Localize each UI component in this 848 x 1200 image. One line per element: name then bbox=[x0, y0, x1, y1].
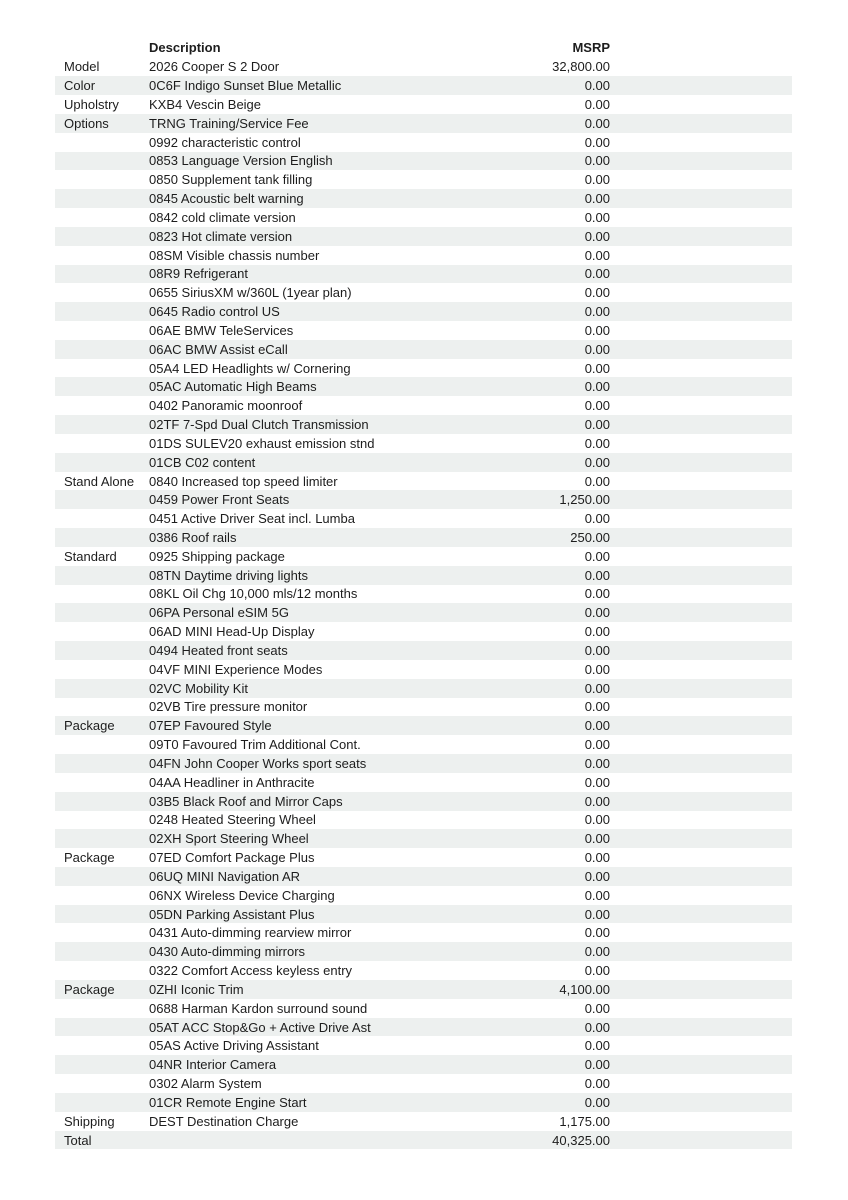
msrp-cell: 0.00 bbox=[584, 134, 610, 150]
description-cell: 01CR Remote Engine Start bbox=[149, 1094, 307, 1110]
msrp-cell: 0.00 bbox=[584, 831, 610, 847]
description-cell: 0925 Shipping package bbox=[149, 548, 285, 564]
msrp-cell: 0.00 bbox=[584, 605, 610, 621]
msrp-cell: 0.00 bbox=[584, 115, 610, 131]
msrp-cell: 0.00 bbox=[584, 793, 610, 809]
msrp-cell: 32,800.00 bbox=[552, 59, 610, 75]
description-cell: 04AA Headliner in Anthracite bbox=[149, 774, 315, 790]
msrp-cell: 0.00 bbox=[584, 153, 610, 169]
table-row bbox=[55, 57, 792, 76]
table-row bbox=[55, 1131, 792, 1150]
msrp-cell: 0.00 bbox=[584, 379, 610, 395]
msrp-cell: 0.00 bbox=[584, 454, 610, 470]
description-cell: 0322 Comfort Access keyless entry bbox=[149, 963, 353, 979]
table-row bbox=[55, 754, 792, 773]
description-cell: 0645 Radio control US bbox=[149, 304, 280, 320]
msrp-cell: 0.00 bbox=[584, 1038, 610, 1054]
table-row bbox=[55, 415, 792, 434]
description-cell: 0850 Supplement tank filling bbox=[149, 172, 313, 188]
description-cell: 0823 Hot climate version bbox=[149, 228, 293, 244]
msrp-cell: 0.00 bbox=[584, 511, 610, 527]
description-cell: 06PA Personal eSIM 5G bbox=[149, 605, 289, 621]
table-row bbox=[55, 189, 792, 208]
msrp-cell: 0.00 bbox=[584, 1019, 610, 1035]
description-cell: 0992 characteristic control bbox=[149, 134, 301, 150]
description-cell: 05AT ACC Stop&Go + Active Drive Ast bbox=[149, 1019, 371, 1035]
description-cell: 09T0 Favoured Trim Additional Cont. bbox=[149, 737, 361, 753]
description-cell: TRNG Training/Service Fee bbox=[149, 115, 309, 131]
description-cell: 0ZHI Iconic Trim bbox=[149, 981, 244, 997]
msrp-cell: 0.00 bbox=[584, 887, 610, 903]
table-row bbox=[55, 886, 792, 905]
description-cell: 0248 Heated Steering Wheel bbox=[149, 812, 316, 828]
msrp-cell: 0.00 bbox=[584, 718, 610, 734]
description-column-header: Description bbox=[149, 40, 221, 56]
table-row bbox=[55, 509, 792, 528]
msrp-cell: 0.00 bbox=[584, 944, 610, 960]
table-row bbox=[55, 377, 792, 396]
description-cell: 0494 Heated front seats bbox=[149, 642, 288, 658]
description-cell: 0431 Auto-dimming rearview mirror bbox=[149, 925, 352, 941]
description-cell: 05AS Active Driving Assistant bbox=[149, 1038, 319, 1054]
description-cell: 0840 Increased top speed limiter bbox=[149, 473, 338, 489]
msrp-cell: 0.00 bbox=[584, 812, 610, 828]
table-row bbox=[55, 434, 792, 453]
description-cell: 0430 Auto-dimming mirrors bbox=[149, 944, 306, 960]
table-row bbox=[55, 829, 792, 848]
description-cell: 02VB Tire pressure monitor bbox=[149, 699, 308, 715]
table-row bbox=[55, 622, 792, 641]
description-cell: 04VF MINI Experience Modes bbox=[149, 661, 323, 677]
category-cell: Package bbox=[64, 850, 115, 866]
category-cell: Total bbox=[64, 1132, 92, 1148]
msrp-cell: 0.00 bbox=[584, 963, 610, 979]
description-cell: 06AD MINI Head-Up Display bbox=[149, 624, 315, 640]
msrp-cell: 1,250.00 bbox=[559, 492, 610, 508]
table-row bbox=[55, 867, 792, 886]
description-cell: 0302 Alarm System bbox=[149, 1076, 262, 1092]
description-cell: 03B5 Black Roof and Mirror Caps bbox=[149, 793, 343, 809]
msrp-cell: 0.00 bbox=[584, 209, 610, 225]
table-row bbox=[55, 603, 792, 622]
description-cell: 02VC Mobility Kit bbox=[149, 680, 248, 696]
table-row bbox=[55, 942, 792, 961]
category-cell: Color bbox=[64, 78, 96, 94]
description-cell: 06UQ MINI Navigation AR bbox=[149, 868, 301, 884]
table-row bbox=[55, 265, 792, 284]
table-row bbox=[55, 152, 792, 171]
category-cell: Standard bbox=[64, 548, 117, 564]
msrp-cell: 1,175.00 bbox=[559, 1113, 610, 1129]
msrp-cell: 0.00 bbox=[584, 473, 610, 489]
description-cell: 07ED Comfort Package Plus bbox=[149, 850, 315, 866]
table-row bbox=[55, 566, 792, 585]
msrp-cell: 0.00 bbox=[584, 247, 610, 263]
table-row bbox=[55, 1074, 792, 1093]
table-row bbox=[55, 716, 792, 735]
table-row bbox=[55, 227, 792, 246]
table-row bbox=[55, 133, 792, 152]
msrp-cell: 0.00 bbox=[584, 567, 610, 583]
table-row bbox=[55, 848, 792, 867]
description-cell: 0451 Active Driver Seat incl. Lumba bbox=[149, 511, 355, 527]
msrp-cell: 0.00 bbox=[584, 1094, 610, 1110]
msrp-cell: 0.00 bbox=[584, 755, 610, 771]
description-cell: 01CB C02 content bbox=[149, 454, 256, 470]
table-row bbox=[55, 905, 792, 924]
description-cell: 0842 cold climate version bbox=[149, 209, 296, 225]
msrp-cell: 0.00 bbox=[584, 774, 610, 790]
description-cell: 0386 Roof rails bbox=[149, 530, 237, 545]
description-cell: 05DN Parking Assistant Plus bbox=[149, 906, 315, 922]
msrp-cell: 0.00 bbox=[584, 78, 610, 94]
table-row bbox=[55, 396, 792, 415]
msrp-cell: 0.00 bbox=[584, 642, 610, 658]
msrp-cell: 0.00 bbox=[584, 661, 610, 677]
msrp-cell: 0.00 bbox=[584, 96, 610, 112]
table-row bbox=[55, 170, 792, 189]
table-row bbox=[55, 641, 792, 660]
table-row bbox=[55, 980, 792, 999]
table-row bbox=[55, 114, 792, 133]
table-row bbox=[55, 660, 792, 679]
msrp-cell: 0.00 bbox=[584, 1057, 610, 1073]
description-cell: 08TN Daytime driving lights bbox=[149, 567, 308, 583]
msrp-cell: 0.00 bbox=[584, 680, 610, 696]
table-row bbox=[55, 1036, 792, 1055]
msrp-cell: 0.00 bbox=[584, 1076, 610, 1092]
msrp-cell: 0.00 bbox=[584, 285, 610, 301]
description-cell: 08KL Oil Chg 10,000 mls/12 months bbox=[149, 586, 358, 602]
table-row bbox=[55, 76, 792, 95]
vehicle-pricing-sheet bbox=[55, 38, 792, 1149]
msrp-cell: 0.00 bbox=[584, 304, 610, 320]
table-row bbox=[55, 923, 792, 942]
msrp-cell: 0.00 bbox=[584, 1000, 610, 1016]
description-cell: 07EP Favoured Style bbox=[149, 718, 272, 734]
table-row bbox=[55, 95, 792, 114]
description-cell: 0402 Panoramic moonroof bbox=[149, 398, 303, 414]
msrp-cell: 0.00 bbox=[584, 737, 610, 753]
table-row bbox=[55, 208, 792, 227]
table-row bbox=[55, 792, 792, 811]
description-cell: 05AC Automatic High Beams bbox=[149, 379, 317, 395]
table-row bbox=[55, 283, 792, 302]
table-row bbox=[55, 472, 792, 491]
msrp-cell: 0.00 bbox=[584, 699, 610, 715]
table-row bbox=[55, 698, 792, 717]
description-cell: 05A4 LED Headlights w/ Cornering bbox=[149, 360, 351, 376]
table-row bbox=[55, 999, 792, 1018]
table-row bbox=[55, 1093, 792, 1112]
msrp-cell: 0.00 bbox=[584, 868, 610, 884]
msrp-cell: 0.00 bbox=[584, 266, 610, 282]
category-cell: Options bbox=[64, 115, 109, 131]
category-cell: Package bbox=[64, 718, 115, 734]
table-row bbox=[55, 811, 792, 830]
category-cell: Package bbox=[64, 981, 115, 997]
msrp-cell: 0.00 bbox=[584, 624, 610, 640]
description-cell: 06AC BMW Assist eCall bbox=[149, 341, 288, 357]
description-cell: 06NX Wireless Device Charging bbox=[149, 887, 335, 903]
description-cell: 2026 Cooper S 2 Door bbox=[149, 59, 280, 75]
table-row bbox=[55, 1018, 792, 1037]
msrp-cell: 250.00 bbox=[570, 530, 610, 545]
table-row bbox=[55, 490, 792, 509]
description-cell: 0845 Acoustic belt warning bbox=[149, 191, 304, 207]
category-cell: Stand Alone bbox=[64, 473, 135, 489]
description-cell: 0C6F Indigo Sunset Blue Metallic bbox=[149, 78, 342, 94]
table-row bbox=[55, 1112, 792, 1131]
table-row bbox=[55, 321, 792, 340]
description-cell: 02TF 7-Spd Dual Clutch Transmission bbox=[149, 417, 369, 433]
table-row bbox=[55, 302, 792, 321]
msrp-cell: 0.00 bbox=[584, 398, 610, 414]
msrp-cell: 0.00 bbox=[584, 906, 610, 922]
table-row bbox=[55, 246, 792, 265]
description-cell: 08R9 Refrigerant bbox=[149, 266, 248, 282]
description-cell: 06AE BMW TeleServices bbox=[149, 322, 294, 338]
table-body bbox=[55, 57, 792, 1149]
msrp-cell: 0.00 bbox=[584, 322, 610, 338]
description-cell: 01DS SULEV20 exhaust emission stnd bbox=[149, 435, 375, 451]
msrp-cell: 0.00 bbox=[584, 435, 610, 451]
description-cell: 0459 Power Front Seats bbox=[149, 492, 290, 508]
msrp-cell: 0.00 bbox=[584, 548, 610, 564]
description-cell: 0655 SiriusXM w/360L (1year plan) bbox=[149, 285, 352, 301]
description-cell: 02XH Sport Steering Wheel bbox=[149, 831, 309, 847]
category-cell: Upholstry bbox=[64, 96, 119, 112]
msrp-cell: 0.00 bbox=[584, 228, 610, 244]
table-row bbox=[55, 453, 792, 472]
table-header-row bbox=[55, 38, 792, 57]
msrp-cell: 4,100.00 bbox=[559, 981, 610, 997]
msrp-cell: 40,325.00 bbox=[552, 1132, 610, 1148]
description-cell: 08SM Visible chassis number bbox=[149, 247, 320, 263]
msrp-column-header: MSRP bbox=[572, 40, 610, 56]
table-row bbox=[55, 340, 792, 359]
description-cell: KXB4 Vescin Beige bbox=[149, 96, 262, 112]
msrp-cell: 0.00 bbox=[584, 191, 610, 207]
msrp-cell: 0.00 bbox=[584, 586, 610, 602]
table-row bbox=[55, 585, 792, 604]
description-cell: 04NR Interior Camera bbox=[149, 1057, 277, 1073]
msrp-cell: 0.00 bbox=[584, 417, 610, 433]
msrp-cell: 0.00 bbox=[584, 172, 610, 188]
msrp-cell: 0.00 bbox=[584, 341, 610, 357]
msrp-cell: 0.00 bbox=[584, 850, 610, 866]
description-cell: 0853 Language Version English bbox=[149, 153, 333, 169]
table-row bbox=[55, 961, 792, 980]
table-row bbox=[55, 773, 792, 792]
table-row bbox=[55, 679, 792, 698]
category-cell: Shipping bbox=[64, 1113, 115, 1129]
msrp-cell: 0.00 bbox=[584, 925, 610, 941]
table-row bbox=[55, 735, 792, 754]
description-cell: DEST Destination Charge bbox=[149, 1113, 299, 1129]
table-row bbox=[55, 1055, 792, 1074]
table-row bbox=[55, 359, 792, 378]
category-cell: Model bbox=[64, 59, 100, 75]
description-cell: 04FN John Cooper Works sport seats bbox=[149, 755, 367, 771]
description-cell: 0688 Harman Kardon surround sound bbox=[149, 1000, 368, 1016]
table-row bbox=[55, 528, 792, 547]
msrp-cell: 0.00 bbox=[584, 360, 610, 376]
table-row bbox=[55, 547, 792, 566]
